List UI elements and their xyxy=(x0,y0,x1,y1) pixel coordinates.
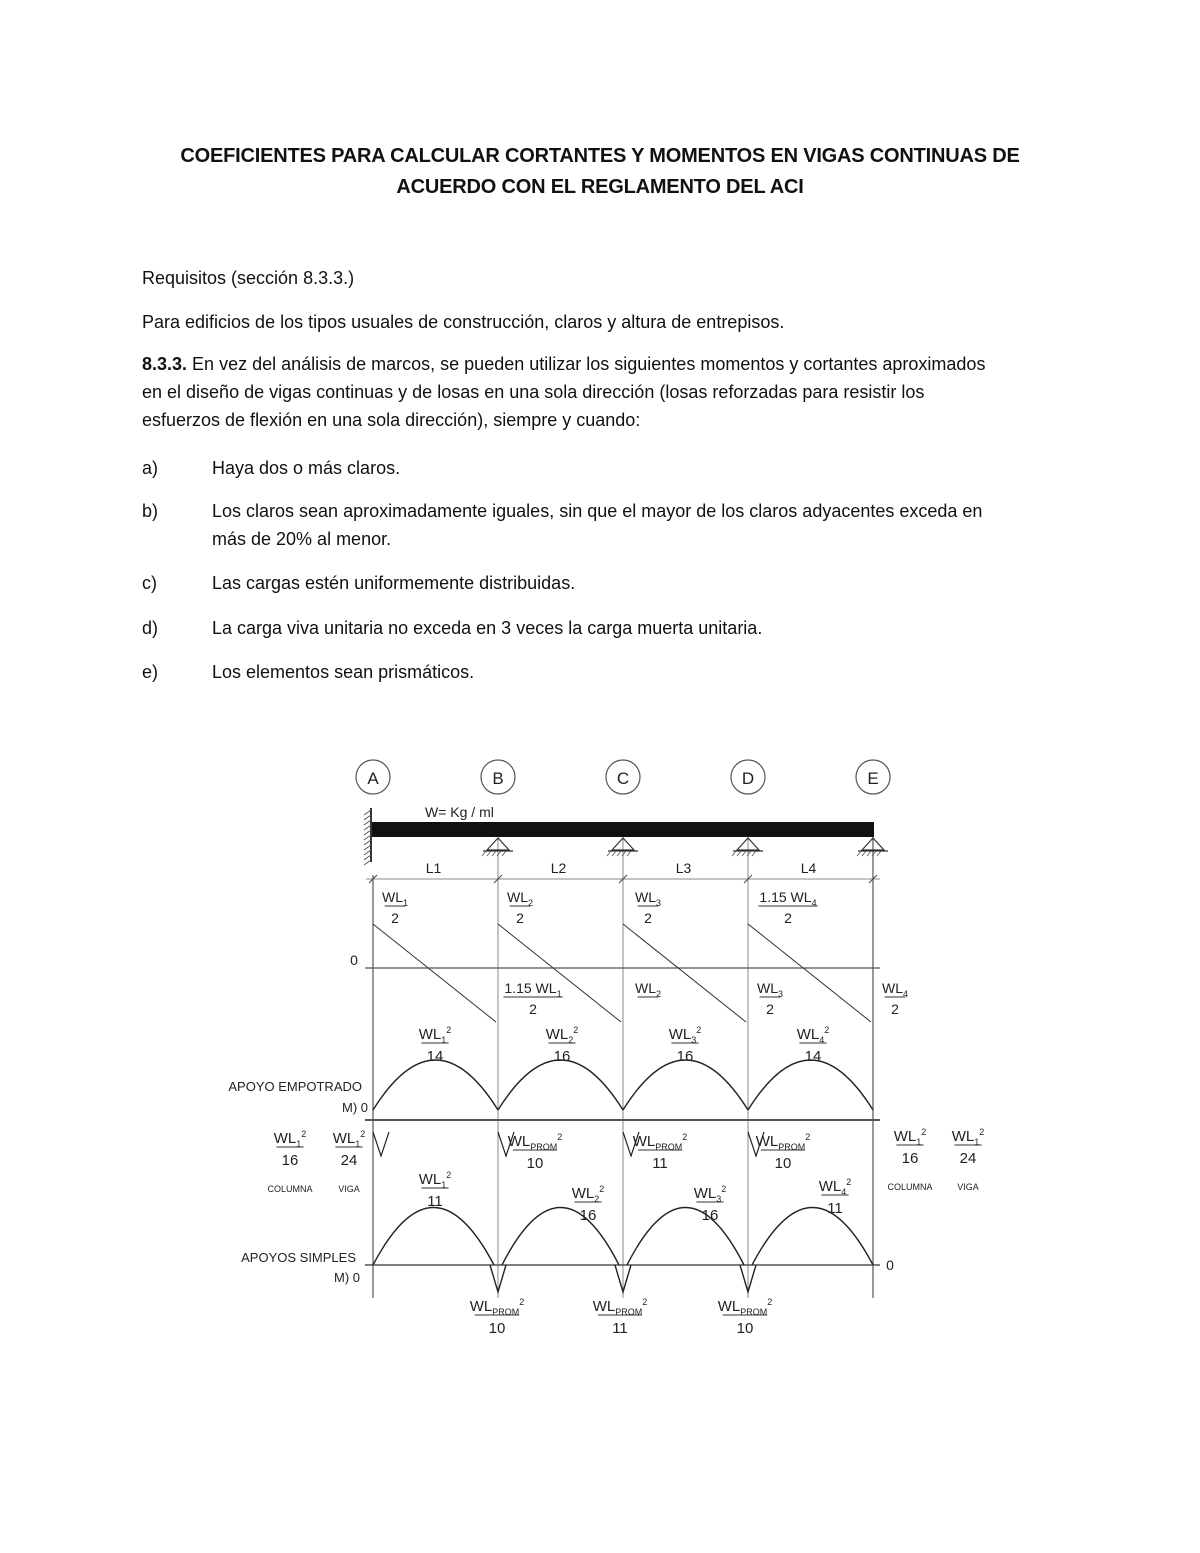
simple-positive-moment-curve xyxy=(373,1208,494,1266)
shear-line xyxy=(623,924,746,1022)
list-label: d) xyxy=(142,618,159,638)
span-label: L1 xyxy=(425,860,442,876)
simple-positive-moment-curve xyxy=(627,1208,744,1266)
fixed-support-label: APOYO EMPOTRADO xyxy=(228,1079,362,1094)
fixed-right-negative-coef-beam-note: VIGA xyxy=(957,1182,979,1192)
simple-positive-coef-denominator: 11 xyxy=(427,1193,443,1210)
simple-negative-coef-denominator: 11 xyxy=(612,1320,628,1337)
fixed-positive-coef-numerator: $WL_1^2$ xyxy=(418,1025,452,1045)
list-text-continued: más de 20% al menor. xyxy=(212,529,392,549)
shear-top-coef-denominator: 2 xyxy=(644,910,652,926)
simple-zero-label: 0 xyxy=(886,1257,894,1273)
fixed-positive-coef-numerator: $WL_2^2$ xyxy=(545,1025,579,1045)
shear-top-coef-numerator: $WL_1$ xyxy=(381,889,409,908)
span-label: L3 xyxy=(675,860,692,876)
shear-bottom-coef-numerator: $WL_3$ xyxy=(756,980,784,999)
clause-line-1: En vez del análisis de marcos, se pueden utilizar los siguientes momentos y cortantes aproximados xyxy=(187,354,986,374)
shear-zero-label: 0 xyxy=(350,952,358,968)
shear-top-coef-denominator: 2 xyxy=(516,910,524,926)
axis-label: E xyxy=(867,769,879,788)
pin-support-hatch xyxy=(742,851,746,856)
simple-positive-coef-numerator: $WL_2^2$ xyxy=(571,1184,605,1204)
list-label: b) xyxy=(142,501,159,521)
span-label: L2 xyxy=(550,860,567,876)
axis-label: D xyxy=(741,769,755,788)
fixed-negative-moment-dip xyxy=(373,1132,389,1156)
pin-support-hatch xyxy=(732,851,736,856)
pin-support-hatch xyxy=(502,851,506,856)
axis-label: C xyxy=(616,769,630,788)
fixed-left-negative-coef-column-denominator: 16 xyxy=(281,1152,299,1169)
fixed-positive-moment-curve xyxy=(498,1060,623,1110)
fixed-interior-negative-coef-denominator: 10 xyxy=(774,1155,792,1172)
fixed-interior-negative-coef-denominator: 11 xyxy=(652,1155,668,1172)
fixed-support-hatch xyxy=(364,820,371,825)
fixed-positive-coef-numerator: $WL_3^2$ xyxy=(668,1025,702,1045)
fixed-support-hatch xyxy=(364,845,371,850)
fixed-positive-coef-denominator: 14 xyxy=(804,1048,822,1065)
fixed-right-negative-coef-column-numerator: $WL_1^2$ xyxy=(893,1127,927,1147)
fixed-positive-coef-denominator: 14 xyxy=(426,1048,444,1065)
fixed-interior-negative-coef-denominator: 10 xyxy=(526,1155,544,1172)
fixed-positive-moment-curve xyxy=(373,1060,498,1110)
pin-support-hatch xyxy=(482,851,486,856)
pin-support-hatch xyxy=(857,851,861,856)
shear-bottom-coef-numerator: 1.15 $WL_1$ xyxy=(504,980,562,999)
axis-label: B xyxy=(492,769,504,788)
fixed-left-negative-coef-beam-denominator: 24 xyxy=(340,1152,358,1169)
simple-negative-coef-numerator: $WL_{PROM}^2$ xyxy=(469,1297,525,1317)
fixed-support-hatch xyxy=(364,840,371,845)
simple-positive-coef-denominator: 16 xyxy=(579,1207,597,1224)
shear-top-coef-numerator: $WL_2$ xyxy=(506,889,534,908)
fixed-interior-negative-coef-numerator: $WL_{PROM}^2$ xyxy=(632,1132,688,1152)
clause-number: 8.3.3. xyxy=(142,354,188,374)
fixed-left-negative-coef-beam-numerator: $WL_1^2$ xyxy=(332,1129,366,1149)
pin-support-hatch xyxy=(487,851,491,856)
simple-support-label: APOYOS SIMPLES xyxy=(241,1250,356,1265)
fixed-support-hatch xyxy=(364,835,371,840)
fixed-support-hatch xyxy=(364,860,371,865)
simple-positive-coef-numerator: $WL_3^2$ xyxy=(693,1184,727,1204)
simple-positive-coef-denominator: 16 xyxy=(701,1207,719,1224)
span-label: L4 xyxy=(800,860,817,876)
fixed-support-moment-label: M) 0 xyxy=(342,1100,368,1115)
fixed-right-negative-coef-column-denominator: 16 xyxy=(901,1150,919,1167)
document-title-line2: ACUERDO CON EL REGLAMENTO DEL ACI xyxy=(396,176,804,198)
fixed-support-hatch xyxy=(364,815,371,820)
simple-positive-moment-curve xyxy=(502,1208,619,1266)
fixed-right-negative-coef-beam-denominator: 24 xyxy=(959,1150,977,1167)
shear-bottom-coef-denominator: 2 xyxy=(529,1001,537,1017)
pin-support-hatch xyxy=(752,851,756,856)
list-text: Haya dos o más claros. xyxy=(212,458,401,478)
pin-support-hatch xyxy=(862,851,866,856)
simple-support-moment-label: M) 0 xyxy=(334,1270,360,1285)
load-label: W= Kg / ml xyxy=(425,804,494,820)
shear-line xyxy=(498,924,621,1022)
simple-negative-coef-denominator: 10 xyxy=(488,1320,506,1337)
simple-positive-coef-numerator: $WL_1^2$ xyxy=(418,1170,452,1190)
axis-label: A xyxy=(367,769,379,788)
simple-positive-coef-denominator: 11 xyxy=(827,1200,843,1217)
fixed-left-negative-coef-column-numerator: $WL_1^2$ xyxy=(273,1129,307,1149)
shear-bottom-coef-denominator: 2 xyxy=(891,1001,899,1017)
pin-support-hatch xyxy=(617,851,621,856)
simple-negative-coef-numerator: $WL_{PROM}^2$ xyxy=(592,1297,648,1317)
fixed-support-hatch xyxy=(364,810,371,815)
fixed-interior-negative-coef-numerator: $WL_{PROM}^2$ xyxy=(507,1132,563,1152)
document-title-line1: COEFICIENTES PARA CALCULAR CORTANTES Y MOMENTOS EN VIGAS CONTINUAS DE xyxy=(180,145,1020,167)
shear-bottom-coef-numerator: $WL_2$ xyxy=(634,980,662,999)
shear-bottom-coef-denominator: 2 xyxy=(766,1001,774,1017)
simple-positive-coef-numerator: $WL_4^2$ xyxy=(818,1177,852,1197)
simple-negative-coef-numerator: $WL_{PROM}^2$ xyxy=(717,1297,773,1317)
fixed-positive-coef-denominator: 16 xyxy=(553,1048,571,1065)
shear-top-coef-numerator: 1.15 $WL_4$ xyxy=(759,889,817,908)
list-label: e) xyxy=(142,662,159,682)
fixed-support-hatch xyxy=(364,825,371,830)
list-text: Los elementos sean prismáticos. xyxy=(212,662,475,682)
fixed-support-hatch xyxy=(364,830,371,835)
list-text: La carga viva unitaria no exceda en 3 veces la carga muerta unitaria. xyxy=(212,618,763,638)
list-text: Los claros sean aproximadamente iguales, sin que el mayor de los claros adyacentes exceda en xyxy=(212,501,983,521)
shear-top-coef-denominator: 2 xyxy=(784,910,792,926)
pin-support-hatch xyxy=(627,851,631,856)
fixed-right-negative-coef-column-note: COLUMNA xyxy=(887,1182,933,1192)
clause-line-3: esfuerzos de flexión en una sola dirección), siempre y cuando: xyxy=(142,410,641,430)
simple-positive-moment-curve xyxy=(752,1208,873,1266)
list-label: a) xyxy=(142,458,159,478)
shear-bottom-coef-numerator: $WL_4$ xyxy=(881,980,909,999)
fixed-support-hatch xyxy=(364,855,371,860)
clause-line-2: en el diseño de vigas continuas y de losas en una sola dirección (losas reforzadas para resistir los xyxy=(142,382,925,402)
fixed-interior-negative-coef-numerator: $WL_{PROM}^2$ xyxy=(755,1132,811,1152)
list-text: Las cargas estén uniformemente distribuidas. xyxy=(212,573,576,593)
fixed-right-negative-coef-beam-numerator: $WL_1^2$ xyxy=(951,1127,985,1147)
fixed-positive-coef-denominator: 16 xyxy=(676,1048,694,1065)
beam xyxy=(372,822,874,837)
fixed-left-negative-coef-column-note: COLUMNA xyxy=(267,1184,313,1194)
section-heading: Requisitos (sección 8.3.3.) xyxy=(142,268,355,288)
simple-negative-coef-denominator: 10 xyxy=(736,1320,754,1337)
fixed-positive-coef-numerator: $WL_4^2$ xyxy=(796,1025,830,1045)
pin-support-hatch xyxy=(612,851,616,856)
pin-support-hatch xyxy=(492,851,496,856)
fixed-left-negative-coef-beam-note: VIGA xyxy=(338,1184,360,1194)
pin-support-hatch xyxy=(737,851,741,856)
shear-top-coef-denominator: 2 xyxy=(391,910,399,926)
fixed-positive-moment-curve xyxy=(623,1060,748,1110)
fixed-support-hatch xyxy=(364,850,371,855)
list-label: c) xyxy=(142,573,157,593)
pin-support-hatch xyxy=(867,851,871,856)
shear-top-coef-numerator: $WL_3$ xyxy=(634,889,662,908)
shear-line xyxy=(373,924,496,1022)
intro-paragraph: Para edificios de los tipos usuales de construcción, claros y altura de entrepisos. xyxy=(142,312,785,332)
pin-support-hatch xyxy=(877,851,881,856)
fixed-positive-moment-curve xyxy=(748,1060,873,1110)
pin-support-hatch xyxy=(607,851,611,856)
